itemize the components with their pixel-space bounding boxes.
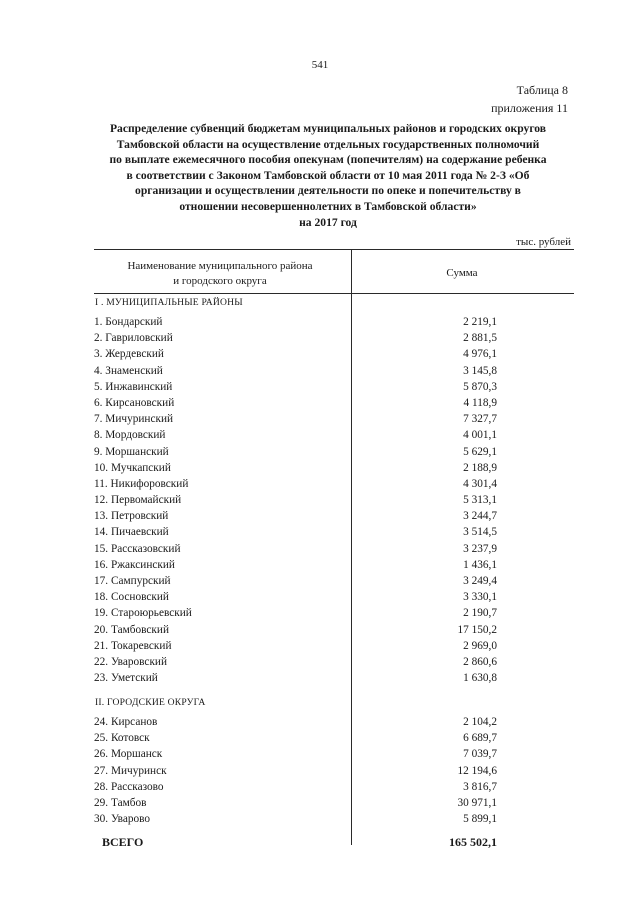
table-row [0,622,640,638]
row-name: 26. Моршанск [94,748,163,761]
row-name: 2. Гавриловский [94,332,173,345]
row-value: 7 327,7 [463,413,497,426]
row-value: 5 870,3 [463,380,497,393]
row-name: 3. Жердевский [94,348,164,361]
column-header-sum: Сумма [446,267,478,279]
row-name: 8. Мордовский [94,429,166,442]
row-name: 7. Мичуринский [94,413,174,426]
table-reference [491,81,568,117]
row-value: 2 188,9 [463,461,497,474]
table-row [0,670,640,686]
title-line: Распределение субвенций бюджетам муниципальных районов и городских округов [109,122,547,135]
table-row [0,811,640,827]
row-name: 23. Уметский [94,672,158,685]
row-value: 3 514,5 [463,526,497,539]
row-value: 7 039,7 [463,748,497,761]
row-name: 15. Рассказовский [94,542,181,555]
table-row [0,795,640,811]
title-line: по выплате ежемесячного пособия опекунам (попечителям) на содержание ребенка [109,153,547,167]
table-row [0,638,640,654]
table-row [0,763,640,779]
row-name: 9. Моршанский [94,445,169,458]
row-value: 2 104,2 [463,716,497,728]
district-rows [0,314,640,686]
table-row [0,654,640,670]
row-value: 3 816,7 [463,780,497,793]
row-value: 12 194,6 [457,764,497,777]
row-name: 16. Ржаксинский [94,558,175,571]
page-number: 541 [311,59,329,71]
row-value: 2 969,0 [463,639,497,652]
table-row [0,476,640,492]
section-heading-cities: II. ГОРОДСКИЕ ОКРУГА [95,697,206,708]
title-line: отношении несовершеннолетних в Тамбовской области» [179,199,477,213]
table-row [0,557,640,573]
row-name: 20. Тамбовский [94,623,169,636]
table-row [0,730,640,746]
table-row [0,314,640,330]
row-name: 13. Петровский [94,510,169,523]
row-name: 24. Кирсанов [94,716,158,728]
appendix-number: приложения 11 [491,101,568,115]
row-value: 3 145,8 [463,364,497,377]
column-header-line: и городского округа [173,275,267,287]
column-header-line: Наименование муниципального района [127,260,313,272]
row-value: 2 881,5 [463,332,497,345]
units-label: тыс. рублей [516,236,571,248]
row-name: 11. Никифоровский [94,477,189,490]
table-row [0,330,640,346]
row-value: 1 630,8 [463,672,497,685]
table-header-rule [94,293,574,294]
row-name: 21. Токаревский [94,639,172,652]
table-number: Таблица 8 [516,83,568,97]
row-value: 2 860,6 [463,655,497,668]
table-row [0,605,640,621]
document-title [88,121,568,230]
row-value: 4 976,1 [463,348,497,361]
table-row [0,427,640,443]
row-name: 28. Рассказово [94,780,164,793]
table-row [0,573,640,589]
row-name: 12. Первомайский [94,494,182,507]
row-value: 5 629,1 [463,445,497,458]
row-value: 4 118,9 [463,396,497,409]
table-row [0,508,640,524]
row-value: 5 899,1 [463,813,497,826]
row-name: 29. Тамбов [94,796,147,809]
row-name: 19. Староюрьевский [94,607,192,620]
section-heading-districts: I . МУНИЦИПАЛЬНЫЕ РАЙОНЫ [95,297,243,308]
table-top-rule [94,249,574,250]
row-value: 2 190,7 [463,607,497,620]
row-name: 18. Сосновский [94,591,169,604]
row-name: 17. Сампурский [94,575,171,587]
title-line: на 2017 год [299,215,357,229]
row-name: 4. Знаменский [94,364,163,377]
row-value: 17 150,2 [457,623,497,636]
row-value: 4 001,1 [463,429,497,442]
row-value: 2 219,1 [463,316,497,328]
row-name: 6. Кирсановский [94,396,175,409]
column-header-name [104,259,336,289]
row-value: 1 436,1 [463,558,497,571]
row-value: 3 244,7 [463,510,497,523]
table-row [0,379,640,395]
total-value: 165 502,1 [449,835,497,849]
row-value: 3 237,9 [463,542,497,555]
row-value: 6 689,7 [463,732,497,745]
total-label: ВСЕГО [102,835,144,849]
row-value: 3 249,4 [463,575,497,587]
table-row [0,363,640,379]
title-line: организации и осуществлении деятельности по опеке и попечительству в [135,184,521,198]
row-name: 14. Пичаевский [94,526,169,539]
row-name: 30. Уварово [94,813,151,826]
table-row [0,714,640,730]
row-name: 22. Уваровский [94,655,168,668]
table-row [0,541,640,557]
row-value: 4 301,4 [463,477,497,490]
row-value: 5 313,1 [463,494,497,507]
row-name: 10. Мучкапский [94,461,171,474]
title-line: в соответствии с Законом Тамбовской области от 10 мая 2011 года № 2-З «Об [126,168,530,182]
table-row [0,444,640,460]
title-line: Тамбовской области на осуществление отдельных государственных полномочий [116,137,540,151]
table-row [0,779,640,795]
row-name: 27. Мичуринск [94,764,167,777]
table-row [0,346,640,362]
table-row [0,395,640,411]
table-row [0,589,640,605]
row-name: 5. Инжавинский [94,380,173,393]
table-row [0,460,640,476]
row-name: 25. Котовск [94,732,150,745]
row-value: 3 330,1 [463,591,497,604]
city-rows [0,714,640,827]
table-row [0,746,640,762]
row-value: 30 971,1 [457,796,497,809]
table-row [0,524,640,540]
table-row [0,492,640,508]
row-name: 1. Бондарский [94,316,163,328]
table-row [0,411,640,427]
